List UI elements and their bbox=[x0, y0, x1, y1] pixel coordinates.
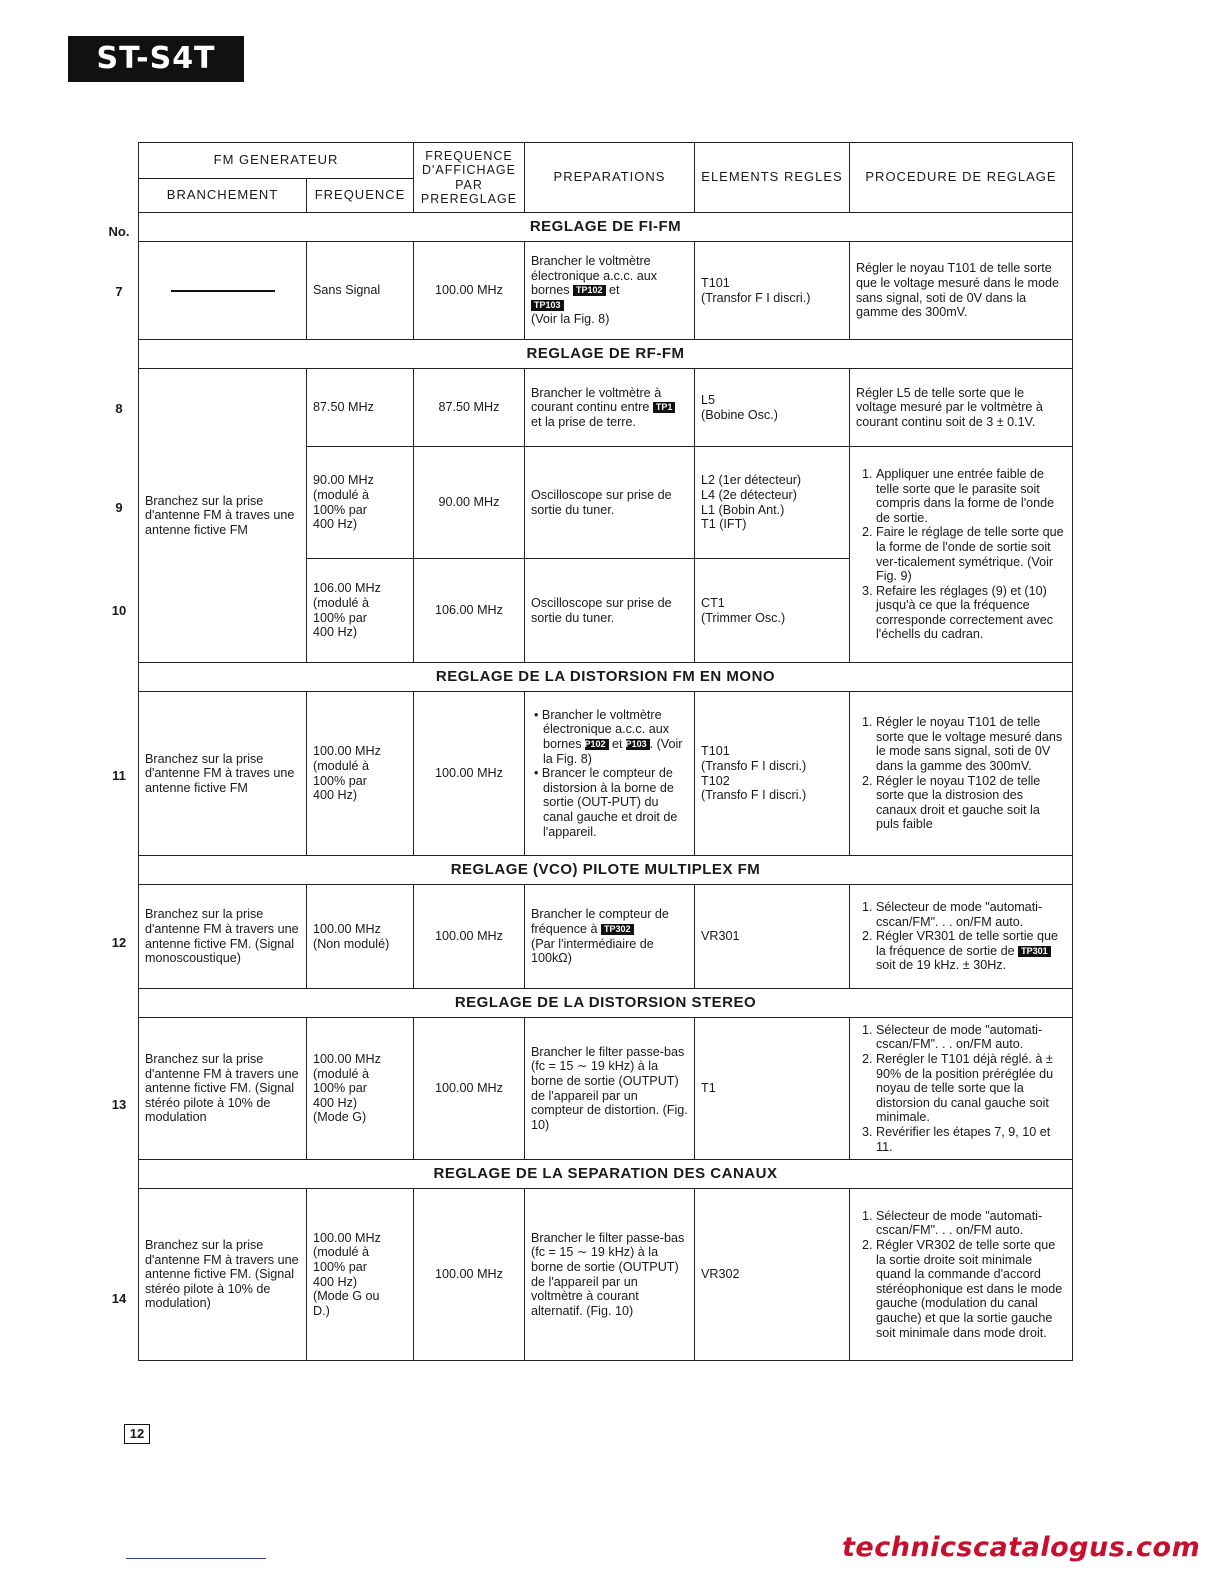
row12-frequence: 100.00 MHz (Non modulé) bbox=[307, 885, 414, 989]
row-number-7: 7 bbox=[115, 284, 123, 299]
row-number-10: 10 bbox=[111, 603, 127, 618]
row14-branchement: Branchez sur la prise d'antenne FM à travers une antenne fictive FM. (Signal stéréo pilote à 10% de modulation) bbox=[139, 1189, 307, 1361]
row7-frequence: Sans Signal bbox=[307, 242, 414, 340]
row11-affichage: 100.00 MHz bbox=[414, 692, 525, 856]
row11-branchement: Branchez sur la prise d'antenne FM à traves une antenne fictive FM bbox=[139, 692, 307, 856]
row7-procedure: Régler le noyau T101 de telle sorte que le voltage mesuré dans le mode sans signal, soti de 0V dans la gamme des 300mV. bbox=[850, 242, 1073, 340]
row9-affichage: 90.00 MHz bbox=[414, 447, 525, 559]
row12-branchement: Branchez sur la prise d'antenne FM à travers une antenne fictive FM. (Signal monoscoustique) bbox=[139, 885, 307, 989]
row11-proc-step-1: 1. Régler le noyau T101 de telle sorte que le voltage mesuré dans le mode sans signal, soti de 0V dans la gamme des 300mV. bbox=[876, 715, 1066, 773]
section-rf-fm: REGLAGE DE RF-FM bbox=[139, 340, 1073, 369]
row13-affichage: 100.00 MHz bbox=[414, 1018, 525, 1160]
row11-prep-item-2: • Brancer le compteur de distorsion à la borne de sortie (OUT-PUT) du canal gauche et droit de l'appareil. bbox=[543, 766, 688, 839]
row10-affichage: 106.00 MHz bbox=[414, 559, 525, 663]
tp103-badge: TP103 bbox=[626, 739, 650, 750]
no-header: No. bbox=[108, 224, 130, 239]
header-fm-generateur: FM GENERATEUR bbox=[139, 143, 414, 179]
row12-preparations bbox=[525, 885, 695, 989]
tp102-badge: TP102 bbox=[585, 739, 609, 750]
row14-affichage: 100.00 MHz bbox=[414, 1189, 525, 1361]
row8-prep-text: Brancher le voltmètre à courant continu entre bbox=[531, 385, 662, 415]
section-separation: REGLAGE DE LA SEPARATION DES CANAUX bbox=[139, 1160, 1073, 1189]
footer-link-line bbox=[126, 1558, 266, 1559]
row14-procedure bbox=[850, 1189, 1073, 1361]
row11-proc-step-2: 2. Régler le noyau T102 de telle sorte que la distrosion des canaux droit et gauche soit la puls faible bbox=[876, 774, 1066, 832]
row14-frequence: 100.00 MHz (modulé à 100% par 400 Hz) (Mode G ou D.) bbox=[307, 1189, 414, 1361]
row9-proc-step-3: 3. Refaire les réglages (9) et (10) jusqu'à ce que la fréquence corresponde correctement avec l'échells du cadran. bbox=[876, 584, 1066, 642]
row10-elements: CT1 (Trimmer Osc.) bbox=[695, 559, 850, 663]
header-preparations: PREPARATIONS bbox=[525, 143, 695, 213]
rf-branchement: Branchez sur la prise d'antenne FM à traves une antenne fictive FM bbox=[139, 369, 307, 663]
header-frequence: FREQUENCE bbox=[307, 179, 414, 213]
row8-prep-terre: et la prise de terre. bbox=[531, 414, 636, 429]
adjustment-table bbox=[138, 142, 1073, 1361]
row11-elements: T101 (Transfo F I discri.) T102 (Transfo F I discri.) bbox=[695, 692, 850, 856]
row12-affichage: 100.00 MHz bbox=[414, 885, 525, 989]
row7-elements: T101 (Transfor F I discri.) bbox=[695, 242, 850, 340]
row9-preparations: Oscilloscope sur prise de sortie du tuner. bbox=[525, 447, 695, 559]
row9-10-procedure bbox=[850, 447, 1073, 663]
section-distorsion-stereo: REGLAGE DE LA DISTORSION STEREO bbox=[139, 989, 1073, 1018]
row12-prep-text: Brancher le compteur de fréquence à bbox=[531, 907, 669, 936]
page-number: 12 bbox=[124, 1424, 150, 1444]
row11-procedure bbox=[850, 692, 1073, 856]
row11-preparations bbox=[525, 692, 695, 856]
row13-elements: T1 bbox=[695, 1018, 850, 1160]
row9-proc-step-1: 1. Appliquer une entrée faible de telle sorte que le parasite soit compris dans la forme de l'onde de sortie. bbox=[876, 467, 1066, 525]
row14-elements: VR302 bbox=[695, 1189, 850, 1361]
tp103-badge: TP103 bbox=[531, 300, 564, 311]
row12-procedure bbox=[850, 885, 1073, 989]
row-number-14: 14 bbox=[111, 1291, 127, 1306]
row8-affichage: 87.50 MHz bbox=[414, 369, 525, 447]
row13-procedure bbox=[850, 1018, 1073, 1160]
row13-proc-step-1: 1. Sélecteur de mode "automati-cscan/FM". . . on/FM auto. bbox=[876, 1023, 1066, 1052]
row7-preparations bbox=[525, 242, 695, 340]
no-connection-dash bbox=[171, 290, 275, 292]
row9-proc-step-2: 2. Faire le réglage de telle sorte que la forme de l'onde de sortie soit ver-ticalement symétrique. (Voir Fig. 9) bbox=[876, 525, 1066, 583]
row8-frequence: 87.50 MHz bbox=[307, 369, 414, 447]
row-number-9: 9 bbox=[115, 500, 123, 515]
row-number-13: 13 bbox=[111, 1097, 127, 1112]
section-vco: REGLAGE (VCO) PILOTE MULTIPLEX FM bbox=[139, 856, 1073, 885]
row14-proc-step-1: 1. Sélecteur de mode "automati-cscan/FM". . . on/FM auto. bbox=[876, 1209, 1066, 1238]
row13-proc-step-3: 3. Revérifier les étapes 7, 9, 10 et 11. bbox=[876, 1125, 1066, 1154]
row7-prep-fig: (Voir la Fig. 8) bbox=[531, 312, 610, 327]
header-procedure: PROCEDURE DE REGLAGE bbox=[850, 143, 1073, 213]
row10-preparations: Oscilloscope sur prise de sortie du tuner. bbox=[525, 559, 695, 663]
row8-elements: L5 (Bobine Osc.) bbox=[695, 369, 850, 447]
header-branchement: BRANCHEMENT bbox=[139, 179, 307, 213]
tp302-badge: TP302 bbox=[601, 924, 634, 935]
row11-prep1-text: Brancher le voltmètre électronique a.c.c. aux bornes bbox=[541, 707, 670, 752]
row12-proc2-value: soit de 19 kHz. ± 30Hz. bbox=[876, 958, 1007, 973]
row-number-8: 8 bbox=[115, 401, 123, 416]
row-number-11: 11 bbox=[112, 768, 126, 783]
header-elements-regles: ELEMENTS REGLES bbox=[695, 143, 850, 213]
tp102-badge: TP102 bbox=[573, 285, 606, 296]
row8-procedure: Régler L5 de telle sorte que le voltage mesuré par le voltmètre à courant continu soit de 3 ± 0.1V. bbox=[850, 369, 1073, 447]
tp1-badge: TP1 bbox=[653, 402, 676, 413]
row9-frequence: 90.00 MHz (modulé à 100% par 400 Hz) bbox=[307, 447, 414, 559]
row13-preparations: Brancher le filter passe-bas (fc = 15 ∼ 19 kHz) à la borne de sortie (OUTPUT) de l'appareil par un compteur de distortion. (Fig. 10) bbox=[525, 1018, 695, 1160]
row8-preparations bbox=[525, 369, 695, 447]
header-frequence-affichage: FREQUENCE D'AFFICHAGE PAR PREREGLAGE bbox=[414, 143, 525, 213]
row12-prep-resistor: (Par l'intermédiaire de 100kΩ) bbox=[531, 936, 654, 966]
section-distorsion-mono: REGLAGE DE LA DISTORSION FM EN MONO bbox=[139, 663, 1073, 692]
row9-elements: L2 (1er détecteur) L4 (2e détecteur) L1 (Bobin Ant.) T1 (IFT) bbox=[695, 447, 850, 559]
row7-prep-text: Brancher le voltmètre électronique a.c.c. aux bornes bbox=[531, 254, 658, 298]
model-label: ST-S4T bbox=[68, 36, 244, 82]
row7-branchement bbox=[139, 242, 307, 340]
row13-proc-step-2: 2. Rerégler le T101 déjà réglé. à ± 90% de la position préréglée du noyau de telle sorte que la distorsion du canal gauche soit minimale. bbox=[876, 1052, 1066, 1125]
tp301-badge: TP301 bbox=[1018, 946, 1051, 957]
row13-frequence: 100.00 MHz (modulé à 100% par 400 Hz) (Mode G) bbox=[307, 1018, 414, 1160]
section-fi-fm: REGLAGE DE FI-FM bbox=[139, 213, 1073, 242]
row12-proc-step-1: 1. Sélecteur de mode "automati-cscan/FM". . . on/FM auto. bbox=[876, 900, 1066, 929]
row10-frequence: 106.00 MHz (modulé à 100% par 400 Hz) bbox=[307, 559, 414, 663]
row13-branchement: Branchez sur la prise d'antenne FM à travers une antenne fictive FM. (Signal stéréo pilote à 10% de modulation bbox=[139, 1018, 307, 1160]
watermark-link[interactable]: technicscatalogus.com bbox=[842, 1532, 1201, 1563]
row12-proc-step-2 bbox=[876, 929, 1066, 973]
row11-prep-item-1 bbox=[543, 708, 688, 766]
row11-prep1-fig: . (Voir la Fig. 8) bbox=[543, 737, 683, 766]
row12-proc2-text: Régler VR301 de telle sortie que la fréquence de sortie de bbox=[876, 929, 1059, 958]
row-number-12: 12 bbox=[111, 935, 127, 950]
row14-proc-step-2: 2. Régler VR302 de telle sorte que la sortie droite soit minimale quand la commande d'accord stéréophonique est dans le mode gauche (modulation du canal gauche) et que la sortie gauche soit minimale dans mode droit. bbox=[876, 1238, 1066, 1340]
row11-frequence: 100.00 MHz (modulé à 100% par 400 Hz) bbox=[307, 692, 414, 856]
row14-preparations: Brancher le filter passe-bas (fc = 15 ∼ 19 kHz) à la borne de sortie (OUTPUT) de l'appareil par un voltmètre à courant alternatif. (Fig. 10) bbox=[525, 1189, 695, 1361]
row12-elements: VR301 bbox=[695, 885, 850, 989]
row7-prep-et: et bbox=[609, 283, 620, 298]
row7-affichage: 100.00 MHz bbox=[414, 242, 525, 340]
row11-prep1-et: et bbox=[612, 737, 623, 752]
